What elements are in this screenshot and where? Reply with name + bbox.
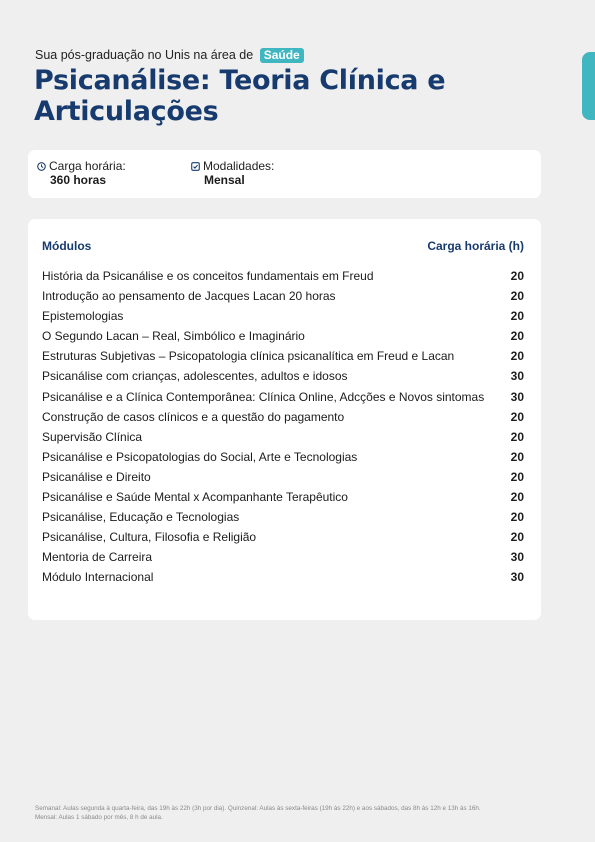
module-name: Estruturas Subjetivas – Psicopatologia clínica psicanalítica em Freud e Lacan <box>42 349 455 364</box>
module-row <box>42 507 524 527</box>
hours-column-header: Carga horária (h) <box>427 239 524 253</box>
module-name: Psicanálise, Educação e Tecnologias <box>42 510 240 525</box>
checkbox-icon <box>191 162 200 171</box>
modality-info <box>191 159 274 187</box>
footnote <box>35 804 555 822</box>
module-row <box>42 346 524 366</box>
modality-value: Mensal <box>204 173 245 187</box>
workload-label: Carga horária: <box>49 159 126 173</box>
module-name: Psicanálise e Direito <box>42 469 151 484</box>
module-name: Psicanálise e Saúde Mental x Acompanhante Terapêutico <box>42 490 348 505</box>
modality-label: Modalidades: <box>203 159 275 173</box>
module-row <box>42 387 524 407</box>
module-name: Psicanálise e Psicopatologias do Social, Arte e Tecnologias <box>42 449 358 464</box>
module-hours: 20 <box>510 309 524 324</box>
module-name: O Segundo Lacan – Real, Simbólico e Imaginário <box>42 329 305 344</box>
module-name: Introdução ao pensamento de Jacques Lacan 20 horas <box>42 289 336 304</box>
module-name: Módulo Internacional <box>42 570 154 585</box>
module-hours: 20 <box>510 469 524 484</box>
module-hours: 20 <box>510 349 524 364</box>
module-row <box>42 447 524 467</box>
area-badge: Saúde <box>260 48 304 63</box>
page-title: Psicanálise: Teoria Clínica e Articulações <box>34 65 446 127</box>
module-name: Psicanálise e a Clínica Contemporânea: Clínica Online, Adcções e Novos sintomas <box>42 389 485 404</box>
module-hours: 20 <box>510 530 524 545</box>
module-hours: 20 <box>510 490 524 505</box>
module-hours: 30 <box>510 389 524 404</box>
module-name: Supervisão Clínica <box>42 429 143 444</box>
module-name: Mentoria de Carreira <box>42 550 153 565</box>
module-row <box>42 366 524 386</box>
module-hours: 30 <box>510 369 524 384</box>
modules-list <box>42 266 524 588</box>
module-row <box>42 547 524 567</box>
info-card <box>28 150 541 198</box>
module-hours: 20 <box>510 449 524 464</box>
module-row <box>42 487 524 507</box>
module-row <box>42 567 524 587</box>
modules-card <box>28 219 541 620</box>
side-tab-decoration <box>582 52 595 120</box>
module-row <box>42 266 524 286</box>
module-hours: 20 <box>510 329 524 344</box>
module-name: Construção de casos clínicos e a questão do pagamento <box>42 409 345 424</box>
module-name: Psicanálise, Cultura, Filosofia e Religião <box>42 530 257 545</box>
module-row <box>42 306 524 326</box>
subtitle <box>35 48 304 63</box>
module-hours: 20 <box>510 409 524 424</box>
module-hours: 20 <box>510 269 524 283</box>
module-hours: 30 <box>510 550 524 565</box>
modules-header <box>42 239 524 253</box>
module-row <box>42 326 524 346</box>
modules-column-header: Módulos <box>42 239 92 253</box>
clock-icon <box>37 162 46 171</box>
module-hours: 20 <box>510 429 524 444</box>
module-hours: 30 <box>510 570 524 585</box>
module-row <box>42 427 524 447</box>
workload-info <box>37 159 126 187</box>
module-row <box>42 286 524 306</box>
footnote-line: Mensal: Aulas 1 sábado por mês, 8 h de aula. <box>35 814 163 821</box>
module-row <box>42 407 524 427</box>
module-hours: 20 <box>510 510 524 525</box>
module-row <box>42 467 524 487</box>
module-name: Psicanálise com crianças, adolescentes, adultos e idosos <box>42 369 348 384</box>
footnote-line: Semanal: Aulas segunda à quarta-feira, das 19h às 22h (3h por dia). Quinzenal: Aulas às sexta-feiras (19h às 22h) e aos sábados, das 8h às 12h e 13h às 16h. <box>35 805 481 812</box>
module-hours: 20 <box>510 289 524 304</box>
module-name: Epistemologias <box>42 309 124 324</box>
subtitle-text: Sua pós-graduação no Unis na área de <box>35 48 254 62</box>
module-name: História da Psicanálise e os conceitos fundamentais em Freud <box>42 269 374 283</box>
module-row <box>42 527 524 547</box>
workload-value: 360 horas <box>50 173 107 187</box>
